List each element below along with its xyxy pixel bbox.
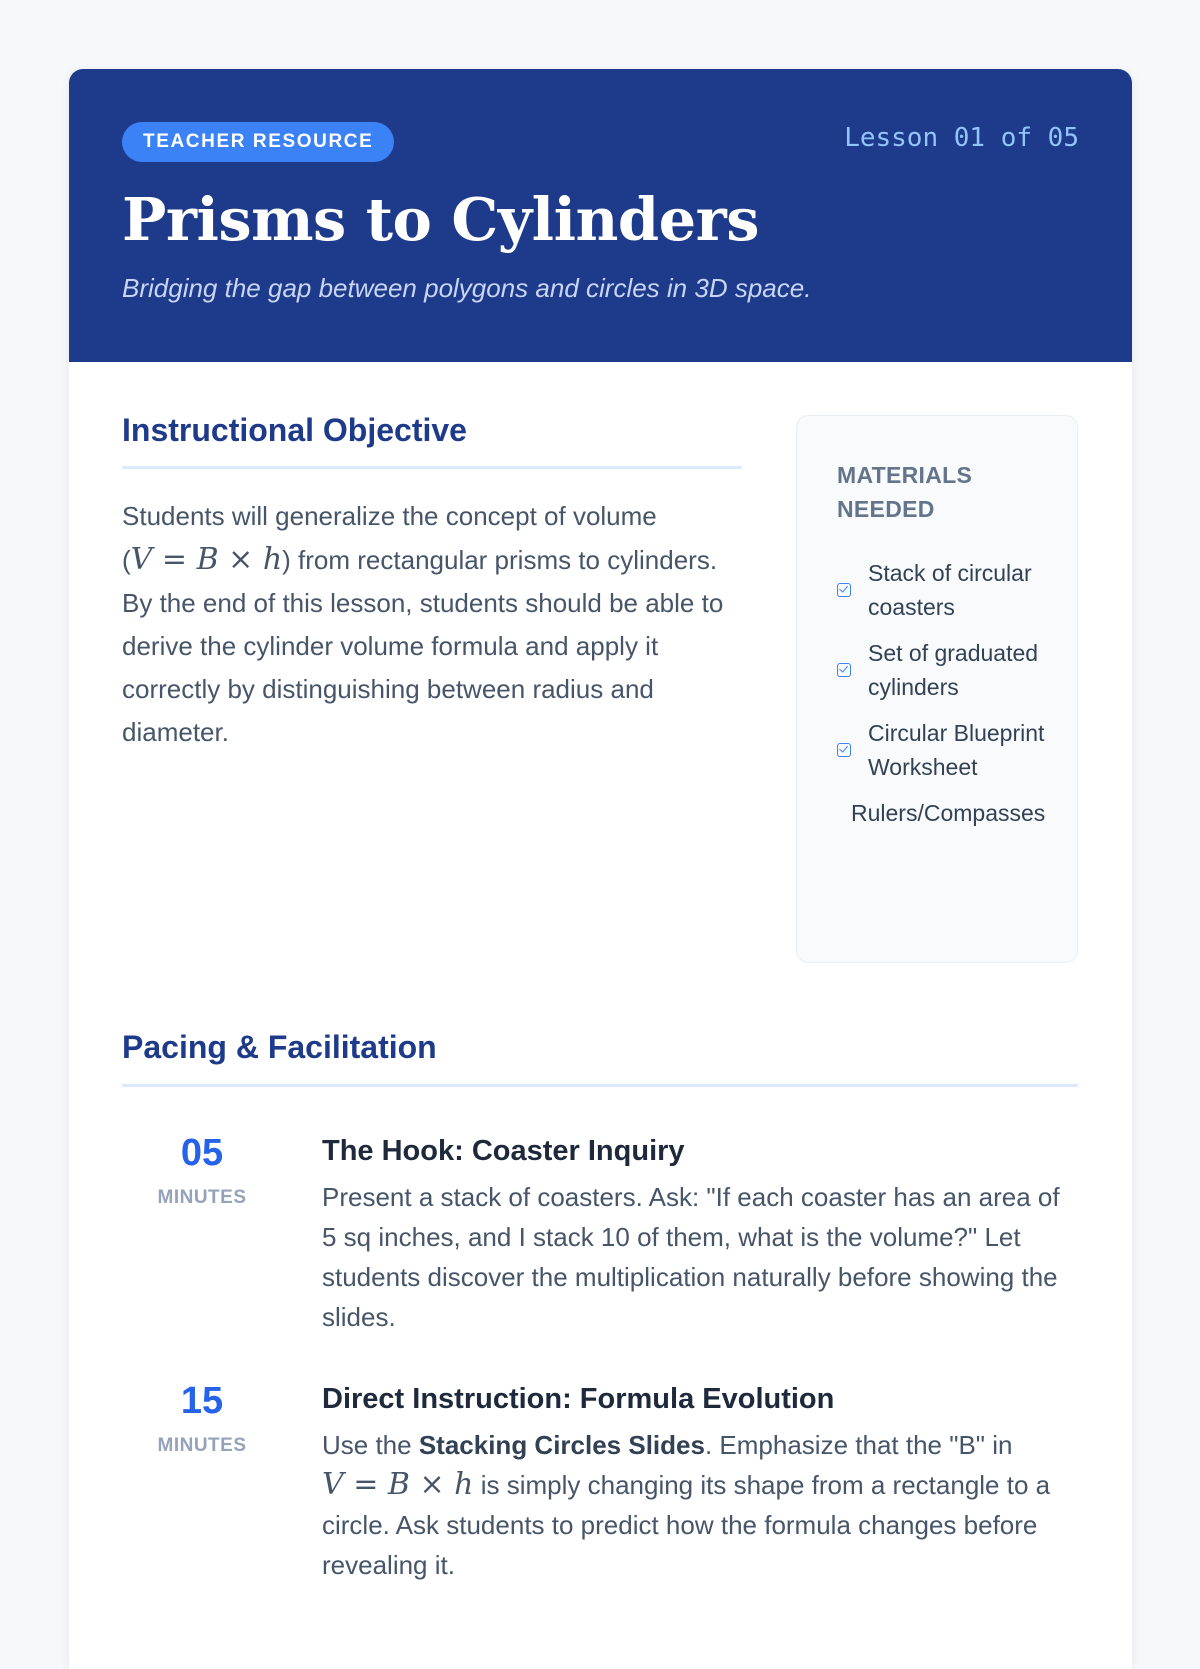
materials-item-label: Set of graduated cylinders — [868, 640, 1039, 700]
objective-text-start: Students will generalize the concept of volume ( — [122, 501, 657, 575]
materials-item-label: Stack of circular coasters — [868, 560, 1032, 620]
checkbox-icon — [837, 743, 851, 757]
step-description — [322, 1425, 1078, 1585]
volume-formula — [322, 1467, 473, 1502]
materials-heading: MATERIALS NEEDED — [837, 462, 973, 522]
formula-equals: = — [152, 542, 197, 577]
page-subtitle: Bridging the gap between polygons and circles in 3D space. — [122, 273, 812, 303]
objective-section — [122, 412, 742, 754]
materials-list — [837, 556, 1057, 830]
lesson-counter: Lesson 01 of 05 — [844, 123, 1079, 153]
formula-v: V — [130, 542, 153, 577]
checkbox-icon — [837, 663, 851, 677]
step-content — [322, 1381, 1078, 1585]
formula-b: B — [196, 542, 219, 577]
pacing-heading: Pacing & Facilitation — [122, 1029, 1078, 1087]
formula-h: h — [454, 1467, 474, 1502]
formula-b: B — [387, 1467, 410, 1502]
formula-h: h — [262, 542, 283, 577]
materials-item — [837, 796, 1057, 830]
formula-times: × — [218, 542, 263, 577]
materials-item-label: Circular Blueprint Worksheet — [868, 720, 1045, 780]
resource-badge: TEACHER RESOURCE — [122, 122, 394, 162]
materials-item — [837, 716, 1057, 784]
checkbox-icon — [837, 583, 851, 597]
lesson-header — [69, 69, 1132, 362]
lesson-card — [69, 69, 1132, 1669]
step-title: Direct Instruction: Formula Evolution — [322, 1383, 835, 1415]
materials-panel — [796, 415, 1078, 963]
step-text: Use the — [322, 1430, 419, 1460]
step-minutes-label: MINUTES — [157, 1435, 247, 1456]
pacing-section — [122, 1029, 1078, 1585]
pacing-step — [122, 1381, 1078, 1585]
objective-text-end: ) from rectangular prisms to cylinders. By the end of this lesson, students should be able to derive the cylinder volume formula and apply it correctly by distinguishing between radius and diameter. — [122, 545, 724, 747]
objective-heading: Instructional Objective — [122, 412, 742, 469]
page-title: Prisms to Cylinders — [122, 185, 759, 254]
materials-item — [837, 636, 1057, 704]
formula-times: × — [409, 1467, 455, 1502]
step-text: is simply changing its shape from a rectangle to a circle. Ask students to predict how the formula changes before revealing it. — [322, 1470, 1051, 1580]
step-duration — [122, 1133, 282, 1209]
step-minutes-label: MINUTES — [157, 1187, 247, 1208]
formula-v: V — [322, 1467, 344, 1502]
step-content — [322, 1133, 1078, 1337]
pacing-step — [122, 1133, 1078, 1337]
materials-item — [837, 556, 1057, 624]
step-minutes: 15 — [180, 1380, 224, 1422]
step-description: Present a stack of coasters. Ask: "If each coaster has an area of 5 sq inches, and I stack 10 of them, what is the volume?" Let students discover the multiplication naturally before showing the slides. — [322, 1182, 1060, 1332]
formula-equals: = — [343, 1467, 388, 1502]
materials-item-label: Rulers/Compasses — [851, 800, 1046, 826]
step-text: . Emphasize that the "B" in — [704, 1430, 1013, 1460]
step-duration — [122, 1381, 282, 1457]
step-title: The Hook: Coaster Inquiry — [322, 1135, 685, 1167]
volume-formula — [131, 542, 282, 577]
objective-text — [122, 495, 742, 754]
slides-reference: Stacking Circles Slides — [418, 1430, 705, 1460]
step-minutes: 05 — [180, 1132, 224, 1174]
